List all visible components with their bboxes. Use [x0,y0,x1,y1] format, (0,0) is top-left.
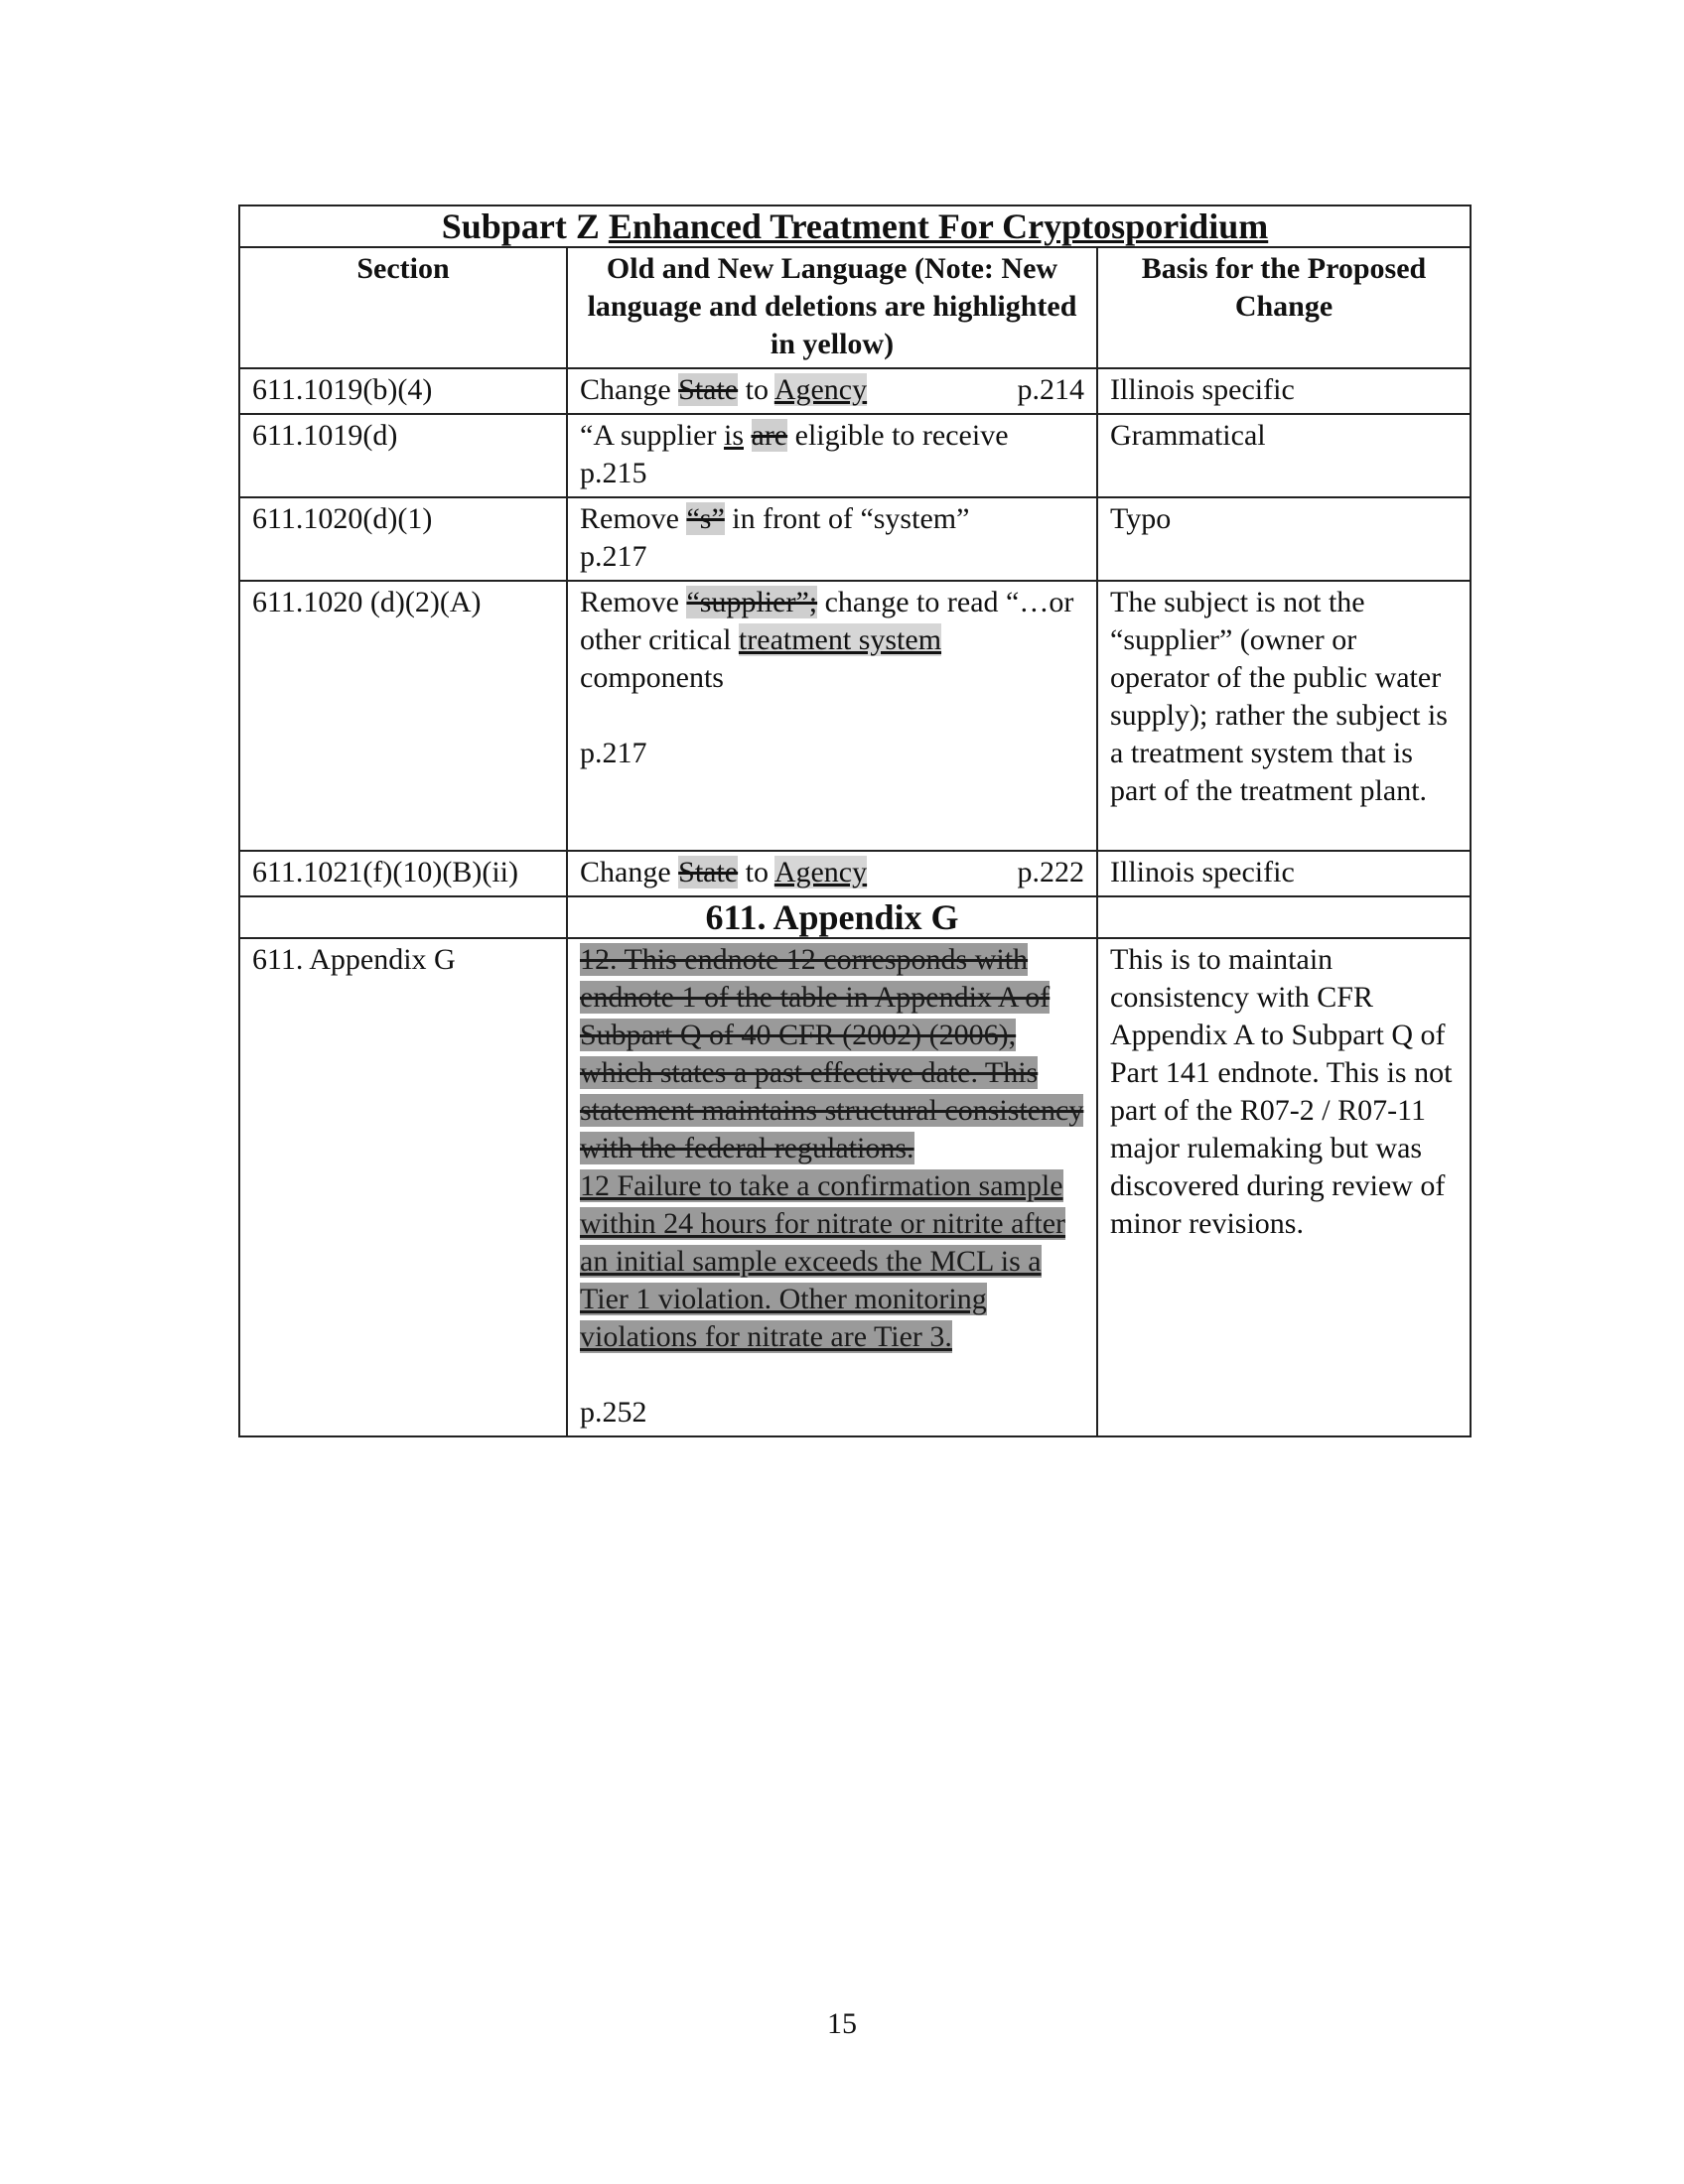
inserted-text: is [723,419,744,452]
header-section: Section [239,247,567,368]
title-rest: Enhanced Treatment For Cryptosporidium [608,206,1269,246]
language-cell: Change State to Agency p.214 [567,368,1097,414]
section-cell: 611.1021(f)(10)(B)(ii) [239,851,567,896]
table-title [239,205,1471,247]
section-cell: 611.1020 (d)(2)(A) [239,581,567,851]
language-cell: Remove “s” in front of “system” p.217 [567,497,1097,581]
basis-cell: This is to maintain consistency with CFR Appendix A to Subpart Q of Part 141 endnote. This is not part of the R07-2 / R07-11 major rulemaking but was discovered during review of minor revisions. [1097,938,1471,1436]
empty-cell [239,896,567,938]
language-cell: Change State to Agency p.222 [567,851,1097,896]
language-cell: Remove “supplier”; change to read “…or other critical treatment system components p.217 [567,581,1097,851]
title-prefix: Subpart Z [441,206,600,246]
page-ref: p.217 [580,540,647,573]
section-cell: 611. Appendix G [239,938,567,1436]
section-cell: 611.1019(d) [239,414,567,497]
inserted-text: Agency [773,373,868,406]
header-row [239,247,1471,368]
header-basis: Basis for the Proposed Change [1097,247,1471,368]
appendix-title-row [239,896,1471,938]
page-ref: p.222 [1017,856,1084,888]
table-row [239,497,1471,581]
section-cell: 611.1019(b)(4) [239,368,567,414]
section-cell: 611.1020(d)(1) [239,497,567,581]
page-ref: p.214 [1017,373,1084,406]
language-cell: “A supplier is are eligible to receive p.215 [567,414,1097,497]
table-row [239,414,1471,497]
deleted-text: are [751,419,788,452]
deleted-endnote-text: 12. This endnote 12 corresponds with endnote 1 of the table in Appendix A of Subpart Q of 40 CFR (2002) (2006), which states a past effective date. This statement maintains structural consistency with the federal regulations. [580,943,1084,1164]
basis-cell: Illinois specific [1097,368,1471,414]
table-row [239,368,1471,414]
inserted-endnote-text: 12 Failure to take a confirmation sample within 24 hours for nitrate or nitrite after an initial sample exceeds the MCL is a Tier 1 violation. Other monitoring violations for nitrate are Tier 3. [580,1169,1066,1353]
changes-table [238,205,1472,1437]
page-ref: p.217 [580,737,647,769]
deleted-text: State [678,856,739,888]
page-number: 15 [827,2007,857,2040]
inserted-text: treatment system [738,623,942,656]
empty-cell [1097,896,1471,938]
inserted-text: Agency [773,856,868,888]
table-row [239,851,1471,896]
deleted-text: “s” [686,502,725,535]
deleted-text: “supplier”; [686,586,818,618]
appendix-title: 611. Appendix G [567,896,1097,938]
basis-cell: Typo [1097,497,1471,581]
basis-cell: The subject is not the “supplier” (owner or operator of the public water supply); rather the subject is a treatment system that is part of the treatment plant. [1097,581,1471,851]
page-ref: p.215 [580,457,647,489]
deleted-text: State [678,373,739,406]
language-cell [567,938,1097,1436]
table-row [239,938,1471,1436]
header-language: Old and New Language (Note: New language and deletions are highlighted in yellow) [567,247,1097,368]
table-title-row [239,205,1471,247]
table-row [239,581,1471,851]
page-ref: p.252 [580,1396,647,1429]
basis-cell: Illinois specific [1097,851,1471,896]
basis-cell: Grammatical [1097,414,1471,497]
